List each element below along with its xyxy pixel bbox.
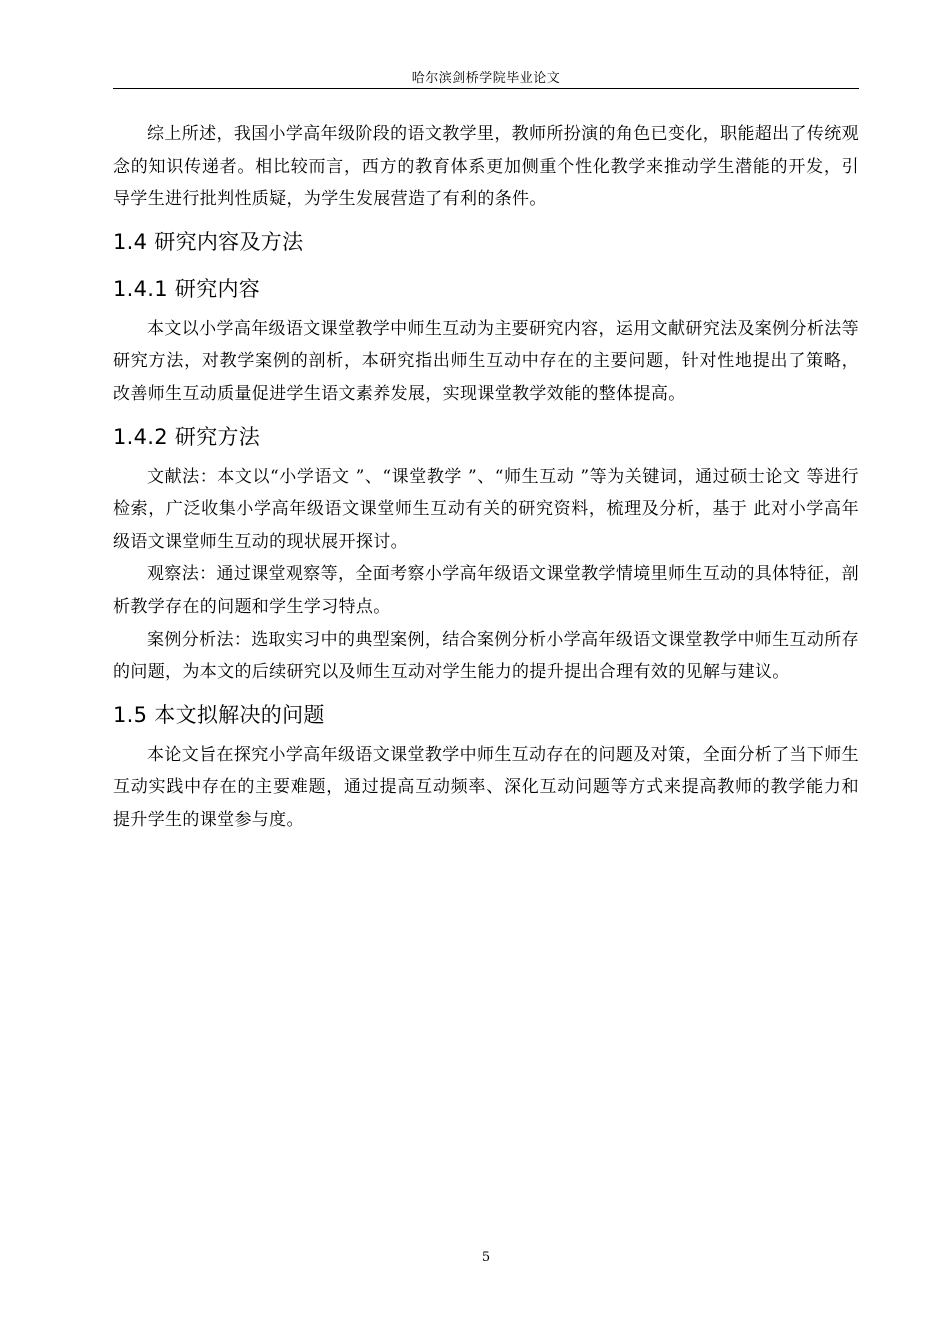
section-heading-1-5: 1.5 本文拟解决的问题 [113,702,325,727]
paragraph-intro: 综上所述，我国小学高年级阶段的语文教学里，教师所扮演的角色已变化，职能超出了传统观念的知识传递者。相比较而言，西方的教育体系更加侧重个性化教学来推动学生潜能的开发，引导学生进行批判性质疑，为学生发展营造了有利的条件。 [113,124,859,210]
section-heading-1-4: 1.4 研究内容及方法 [113,229,304,254]
paragraph-case-method: 案例分析法：选取实习中的典型案例，结合案例分析小学高年级语文课堂教学中师生互动所存的问题，为本文的后续研究以及师生互动对学生能力的提升提出合理有效的见解与建议。 [113,629,859,683]
paragraph-observation-method: 观察法：通过课堂观察等，全面考察小学高年级语文课堂教学情境里师生互动的具体特征，剖析教学存在的问题和学生学习特点。 [113,564,859,617]
paragraph-research-content: 本文以小学高年级语文课堂教学中师生互动为主要研究内容，运用文献研究法及案例分析法等研究方法，对教学案例的剖析，本研究指出师生互动中存在的主要问题，针对性地提出了策略，改善师生互动质量促进学生语文素养发展，实现课堂教学效能的整体提高。 [113,318,859,404]
subsection-heading-1-4-1: 1.4.1 研究内容 [113,276,261,301]
header-divider [113,88,859,89]
page-body [113,118,859,837]
running-header: 哈尔滨剑桥学院毕业论文 [411,71,561,86]
subsection-heading-1-4-2: 1.4.2 研究方法 [113,424,261,449]
paragraph-literature-method: 文献法：本文以“小学语文 ”、“课堂教学 ”、“师生互动 ”等为关键词，通过硕士论文 等进行检索，广泛收集小学高年级语文课堂师生互动有关的研究资料，梳理及分析，基于 此对小学高年级语文课堂师生互动的现状展开探讨。 [113,466,859,552]
page-number: 5 [481,1250,491,1265]
paragraph-problems: 本论文旨在探究小学高年级语文课堂教学中师生互动存在的问题及对策，全面分析了当下师生互动实践中存在的主要难题，通过提高互动频率、深化互动问题等方式来提高教师的教学能力和提升学生的课堂参与度。 [113,744,859,830]
